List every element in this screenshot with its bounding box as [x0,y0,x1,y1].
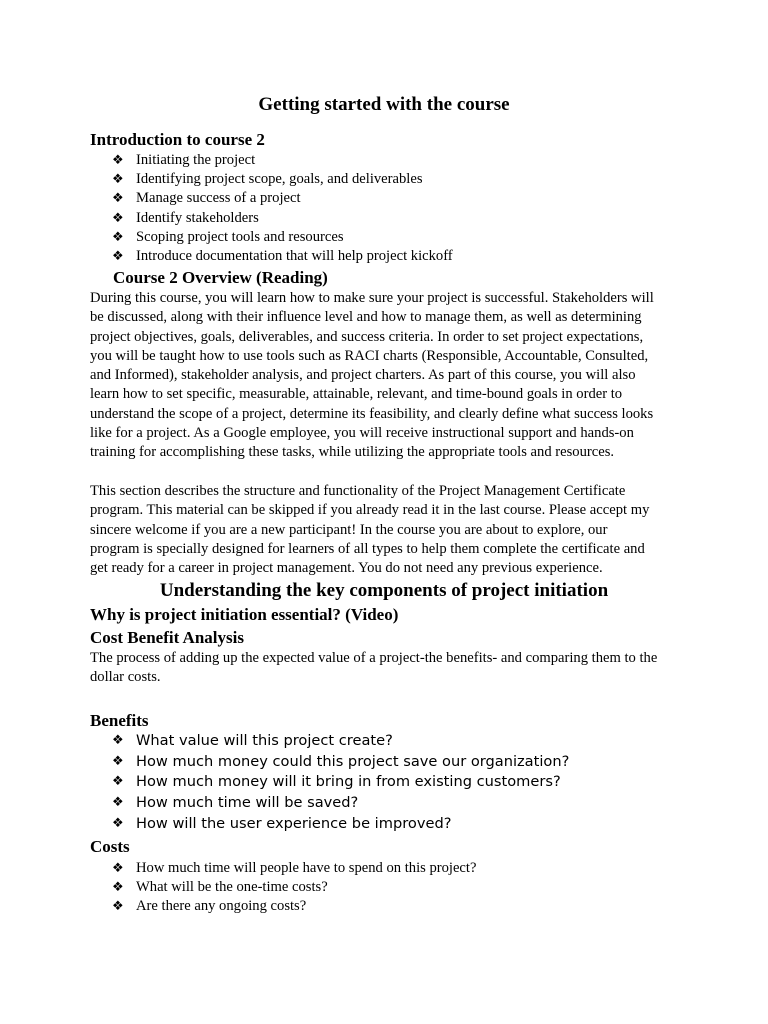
diamond-bullet-icon: ❖ [112,861,124,876]
diamond-bullet-icon: ❖ [112,229,124,245]
diamond-bullet-icon: ❖ [112,733,124,748]
costs-list [112,859,476,917]
list-item: ❖ How will the user experience be improved? [112,814,569,835]
why-initiation-heading: Why is project initiation essential? (Video) [90,605,399,624]
intro-heading: Introduction to course 2 [90,130,265,149]
overview-heading: Course 2 Overview (Reading) [113,268,328,287]
list-item: ❖ How much money could this project save our organization? [112,752,569,773]
initiation-heading: Understanding the key components of project initiation [159,580,609,601]
diamond-bullet-icon: ❖ [112,899,124,915]
overview-paragraph-2: This section describes the structure and functionality of the Project Management Certificate program. This material can be skipped if you already read it in the last course. Please accept my sincere welcome if you are a new participant! In the course you are about to explore, our program is specially designed for learners of all types to help them complete the certificate and get ready for a career in project management. You do not need any previous experience. [90,483,650,577]
list-item: ❖ How much time will people have to spend on this project? [112,859,476,878]
list-item: ❖ Identify stakeholders [112,209,453,228]
costs-heading: Costs [90,837,130,856]
diamond-bullet-icon: ❖ [112,795,124,811]
list-item: ❖ Identifying project scope, goals, and deliverables [112,170,453,189]
list-item: ❖ Manage success of a project [112,189,453,208]
intro-list [112,151,453,266]
list-item: ❖ Introduce documentation that will help project kickoff [112,247,453,266]
list-item: ❖ How much money will it bring in from existing customers? [112,772,569,793]
diamond-bullet-icon: ❖ [112,191,124,207]
diamond-bullet-icon: ❖ [112,880,124,896]
overview-paragraph-1: During this course, you will learn how to make sure your project is successful. Stakeholders will be discussed, along with their influence level and how to manage them, as well as determining project objectives, goals, deliverables, and success criteria. In order to set project expectations, you will be taught how to use tools such as RACI charts (Responsible, Accountable, Consulted, and Informed), stakeholder analysis, and project charters. As part of this course, you will also learn how to set specific, measurable, attainable, relevant, and time-bound goals in order to understand the scope of a project, determine its feasibility, and clearly define what success looks like for a project. As a Google employee, you will receive instructional support and hands-on training for accomplishing these tasks, while utilizing the appropriate tools and resources. [90,290,654,461]
page-title: Getting started with the course [258,94,510,115]
benefits-heading: Benefits [90,711,149,730]
list-item: ❖ What will be the one-time costs? [112,878,476,897]
list-item: ❖ What value will this project create? [112,731,569,752]
benefits-list [112,731,569,835]
diamond-bullet-icon: ❖ [112,153,124,168]
list-item: ❖ How much time will be saved? [112,793,569,814]
list-item: ❖ Are there any ongoing costs? [112,897,476,916]
cba-heading: Cost Benefit Analysis [90,628,244,647]
diamond-bullet-icon: ❖ [112,774,124,790]
diamond-bullet-icon: ❖ [112,753,124,769]
diamond-bullet-icon: ❖ [112,249,124,265]
cba-paragraph: The process of adding up the expected value of a project-the benefits- and comparing them to the dollar costs. [90,650,658,686]
list-item: ❖ Scoping project tools and resources [112,228,453,247]
diamond-bullet-icon: ❖ [112,210,124,226]
diamond-bullet-icon: ❖ [112,172,124,188]
diamond-bullet-icon: ❖ [112,815,124,831]
list-item: ❖ Initiating the project [112,151,453,170]
